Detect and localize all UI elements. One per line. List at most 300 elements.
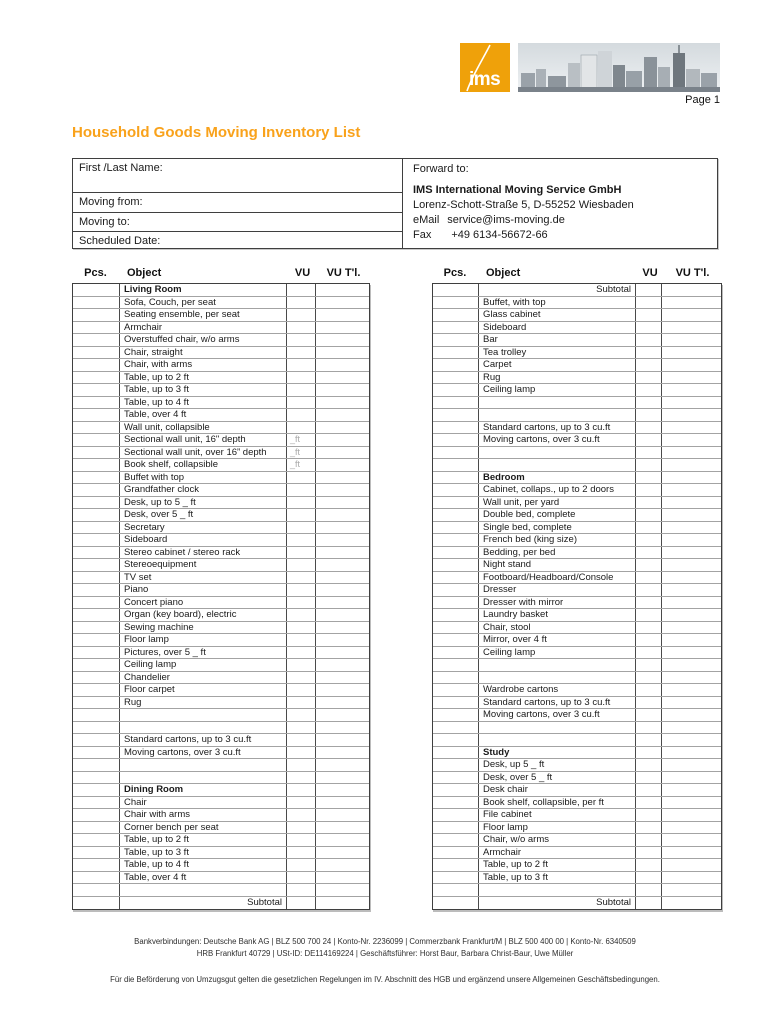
vu-cell[interactable] — [636, 572, 662, 584]
vu-cell[interactable] — [287, 772, 316, 784]
pcs-cell[interactable] — [73, 284, 120, 296]
vu-cell[interactable] — [287, 734, 316, 746]
pcs-cell[interactable] — [73, 884, 120, 896]
vu-cell[interactable] — [636, 584, 662, 596]
vu-total-cell[interactable] — [662, 822, 721, 834]
vu-cell[interactable] — [636, 672, 662, 684]
vu-total-cell[interactable] — [316, 672, 369, 684]
vu-cell[interactable] — [636, 709, 662, 721]
vu-cell[interactable] — [636, 509, 662, 521]
pcs-cell[interactable] — [433, 672, 479, 684]
vu-total-cell[interactable] — [316, 434, 369, 446]
field-moving-from[interactable] — [73, 193, 402, 213]
pcs-cell[interactable] — [433, 422, 479, 434]
pcs-cell[interactable] — [73, 422, 120, 434]
vu-total-cell[interactable] — [316, 834, 369, 846]
pcs-cell[interactable] — [433, 484, 479, 496]
pcs-cell[interactable] — [73, 384, 120, 396]
vu-total-cell[interactable] — [662, 534, 721, 546]
vu-cell[interactable] — [287, 847, 316, 859]
pcs-cell[interactable] — [73, 859, 120, 871]
vu-total-cell[interactable] — [316, 584, 369, 596]
pcs-cell[interactable] — [433, 759, 479, 771]
pcs-cell[interactable] — [73, 534, 120, 546]
vu-total-cell[interactable] — [316, 697, 369, 709]
vu-cell[interactable] — [287, 397, 316, 409]
pcs-cell[interactable] — [73, 709, 120, 721]
pcs-cell[interactable] — [433, 572, 479, 584]
field-first-last-name[interactable] — [73, 159, 402, 193]
vu-cell[interactable] — [287, 534, 316, 546]
pcs-cell[interactable] — [73, 672, 120, 684]
vu-cell[interactable] — [636, 634, 662, 646]
pcs-cell[interactable] — [433, 772, 479, 784]
vu-total-cell[interactable] — [662, 747, 721, 759]
pcs-cell[interactable] — [73, 372, 120, 384]
pcs-cell[interactable] — [433, 534, 479, 546]
vu-cell[interactable] — [287, 822, 316, 834]
pcs-cell[interactable] — [73, 572, 120, 584]
pcs-cell[interactable] — [73, 309, 120, 321]
vu-total-cell[interactable] — [316, 422, 369, 434]
pcs-cell[interactable] — [73, 334, 120, 346]
pcs-cell[interactable] — [73, 747, 120, 759]
pcs-cell[interactable] — [433, 859, 479, 871]
vu-total-cell[interactable] — [662, 472, 721, 484]
vu-total-cell[interactable] — [316, 497, 369, 509]
vu-total-cell[interactable] — [316, 347, 369, 359]
pcs-cell[interactable] — [73, 759, 120, 771]
vu-total-cell[interactable] — [316, 897, 369, 910]
vu-cell[interactable] — [287, 697, 316, 709]
vu-total-cell[interactable] — [316, 709, 369, 721]
pcs-cell[interactable] — [433, 509, 479, 521]
pcs-cell[interactable] — [433, 547, 479, 559]
vu-total-cell[interactable] — [662, 447, 721, 459]
vu-cell[interactable] — [636, 309, 662, 321]
vu-total-cell[interactable] — [316, 847, 369, 859]
vu-total-cell[interactable] — [316, 309, 369, 321]
vu-total-cell[interactable] — [662, 659, 721, 671]
vu-cell[interactable] — [636, 722, 662, 734]
pcs-cell[interactable] — [433, 809, 479, 821]
vu-cell[interactable]: _ft — [287, 459, 316, 471]
vu-cell[interactable] — [636, 434, 662, 446]
vu-cell[interactable] — [636, 697, 662, 709]
vu-total-cell[interactable] — [316, 372, 369, 384]
pcs-cell[interactable] — [73, 597, 120, 609]
vu-total-cell[interactable] — [662, 522, 721, 534]
vu-total-cell[interactable] — [662, 359, 721, 371]
vu-total-cell[interactable] — [316, 722, 369, 734]
vu-total-cell[interactable] — [316, 884, 369, 896]
pcs-cell[interactable] — [433, 434, 479, 446]
vu-total-cell[interactable] — [316, 747, 369, 759]
vu-total-cell[interactable] — [662, 572, 721, 584]
vu-total-cell[interactable] — [662, 784, 721, 796]
vu-total-cell[interactable] — [316, 297, 369, 309]
field-moving-to[interactable] — [73, 213, 402, 232]
pcs-cell[interactable] — [433, 359, 479, 371]
vu-total-cell[interactable] — [316, 622, 369, 634]
vu-total-cell[interactable] — [316, 772, 369, 784]
pcs-cell[interactable] — [73, 634, 120, 646]
pcs-cell[interactable] — [73, 584, 120, 596]
vu-total-cell[interactable] — [316, 284, 369, 296]
pcs-cell[interactable] — [73, 809, 120, 821]
pcs-cell[interactable] — [433, 584, 479, 596]
vu-cell[interactable] — [287, 309, 316, 321]
vu-cell[interactable] — [636, 497, 662, 509]
vu-total-cell[interactable] — [662, 797, 721, 809]
vu-total-cell[interactable] — [316, 822, 369, 834]
pcs-cell[interactable] — [433, 747, 479, 759]
vu-total-cell[interactable] — [662, 384, 721, 396]
vu-cell[interactable] — [287, 659, 316, 671]
pcs-cell[interactable] — [73, 447, 120, 459]
vu-cell[interactable] — [287, 784, 316, 796]
pcs-cell[interactable] — [73, 847, 120, 859]
pcs-cell[interactable] — [433, 797, 479, 809]
vu-cell[interactable] — [636, 797, 662, 809]
vu-total-cell[interactable] — [316, 559, 369, 571]
vu-total-cell[interactable] — [662, 859, 721, 871]
pcs-cell[interactable] — [73, 347, 120, 359]
vu-total-cell[interactable] — [662, 459, 721, 471]
vu-total-cell[interactable] — [662, 709, 721, 721]
vu-cell[interactable] — [287, 497, 316, 509]
vu-total-cell[interactable] — [316, 397, 369, 409]
vu-total-cell[interactable] — [316, 684, 369, 696]
pcs-cell[interactable] — [73, 397, 120, 409]
vu-cell[interactable] — [636, 559, 662, 571]
pcs-cell[interactable] — [73, 609, 120, 621]
pcs-cell[interactable] — [73, 697, 120, 709]
vu-cell[interactable] — [287, 597, 316, 609]
vu-cell[interactable] — [636, 409, 662, 421]
pcs-cell[interactable] — [73, 459, 120, 471]
vu-total-cell[interactable] — [662, 759, 721, 771]
vu-cell[interactable] — [287, 284, 316, 296]
vu-total-cell[interactable] — [662, 584, 721, 596]
pcs-cell[interactable] — [433, 609, 479, 621]
vu-cell[interactable] — [636, 734, 662, 746]
vu-cell[interactable] — [287, 484, 316, 496]
pcs-cell[interactable] — [73, 559, 120, 571]
vu-total-cell[interactable] — [316, 359, 369, 371]
pcs-cell[interactable] — [73, 772, 120, 784]
vu-total-cell[interactable] — [316, 459, 369, 471]
pcs-cell[interactable] — [73, 822, 120, 834]
pcs-cell[interactable] — [433, 697, 479, 709]
vu-cell[interactable] — [287, 572, 316, 584]
pcs-cell[interactable] — [433, 784, 479, 796]
pcs-cell[interactable] — [433, 709, 479, 721]
vu-cell[interactable] — [636, 422, 662, 434]
vu-total-cell[interactable] — [662, 609, 721, 621]
vu-total-cell[interactable] — [316, 534, 369, 546]
vu-total-cell[interactable] — [662, 334, 721, 346]
vu-cell[interactable] — [287, 322, 316, 334]
vu-cell[interactable] — [636, 522, 662, 534]
vu-total-cell[interactable] — [662, 772, 721, 784]
pcs-cell[interactable] — [73, 484, 120, 496]
pcs-cell[interactable] — [433, 347, 479, 359]
vu-total-cell[interactable] — [662, 647, 721, 659]
pcs-cell[interactable] — [73, 547, 120, 559]
pcs-cell[interactable] — [433, 647, 479, 659]
vu-total-cell[interactable] — [662, 672, 721, 684]
vu-cell[interactable] — [287, 859, 316, 871]
pcs-cell[interactable] — [433, 334, 479, 346]
pcs-cell[interactable] — [73, 659, 120, 671]
pcs-cell[interactable] — [433, 847, 479, 859]
vu-total-cell[interactable] — [316, 734, 369, 746]
vu-cell[interactable] — [287, 297, 316, 309]
pcs-cell[interactable] — [433, 622, 479, 634]
vu-total-cell[interactable] — [662, 847, 721, 859]
vu-total-cell[interactable] — [316, 609, 369, 621]
vu-cell[interactable] — [287, 647, 316, 659]
pcs-cell[interactable] — [433, 397, 479, 409]
pcs-cell[interactable] — [433, 897, 479, 910]
vu-total-cell[interactable] — [662, 547, 721, 559]
vu-cell[interactable] — [636, 397, 662, 409]
vu-cell[interactable] — [287, 759, 316, 771]
vu-cell[interactable] — [287, 509, 316, 521]
vu-total-cell[interactable] — [662, 697, 721, 709]
pcs-cell[interactable] — [433, 284, 479, 296]
vu-total-cell[interactable] — [316, 472, 369, 484]
vu-total-cell[interactable] — [662, 497, 721, 509]
pcs-cell[interactable] — [433, 722, 479, 734]
pcs-cell[interactable] — [433, 522, 479, 534]
pcs-cell[interactable] — [73, 722, 120, 734]
vu-total-cell[interactable] — [316, 322, 369, 334]
vu-cell[interactable]: _ft — [287, 447, 316, 459]
vu-total-cell[interactable] — [662, 284, 721, 296]
vu-total-cell[interactable] — [316, 522, 369, 534]
field-scheduled-date[interactable] — [73, 232, 402, 248]
vu-total-cell[interactable] — [316, 634, 369, 646]
pcs-cell[interactable] — [73, 509, 120, 521]
pcs-cell[interactable] — [73, 434, 120, 446]
vu-total-cell[interactable] — [662, 872, 721, 884]
vu-cell[interactable] — [287, 747, 316, 759]
vu-total-cell[interactable] — [316, 509, 369, 521]
vu-cell[interactable] — [636, 334, 662, 346]
vu-total-cell[interactable] — [316, 797, 369, 809]
pcs-cell[interactable] — [73, 897, 120, 910]
vu-cell[interactable] — [636, 472, 662, 484]
vu-cell[interactable] — [636, 872, 662, 884]
vu-total-cell[interactable] — [316, 647, 369, 659]
vu-total-cell[interactable] — [662, 297, 721, 309]
vu-total-cell[interactable] — [662, 484, 721, 496]
pcs-cell[interactable] — [433, 384, 479, 396]
pcs-cell[interactable] — [433, 559, 479, 571]
vu-total-cell[interactable] — [662, 422, 721, 434]
pcs-cell[interactable] — [433, 822, 479, 834]
pcs-cell[interactable] — [433, 597, 479, 609]
vu-cell[interactable] — [287, 422, 316, 434]
vu-cell[interactable] — [287, 584, 316, 596]
vu-total-cell[interactable] — [316, 334, 369, 346]
vu-total-cell[interactable] — [316, 859, 369, 871]
pcs-cell[interactable] — [433, 872, 479, 884]
pcs-cell[interactable] — [73, 322, 120, 334]
vu-cell[interactable] — [636, 897, 662, 910]
vu-cell[interactable] — [287, 834, 316, 846]
vu-cell[interactable] — [636, 834, 662, 846]
vu-cell[interactable] — [287, 809, 316, 821]
vu-total-cell[interactable] — [662, 309, 721, 321]
vu-total-cell[interactable] — [662, 347, 721, 359]
vu-total-cell[interactable] — [662, 597, 721, 609]
vu-cell[interactable] — [636, 297, 662, 309]
pcs-cell[interactable] — [433, 372, 479, 384]
pcs-cell[interactable] — [433, 497, 479, 509]
vu-cell[interactable] — [636, 784, 662, 796]
vu-cell[interactable] — [636, 447, 662, 459]
vu-total-cell[interactable] — [662, 734, 721, 746]
pcs-cell[interactable] — [73, 359, 120, 371]
vu-total-cell[interactable] — [662, 409, 721, 421]
vu-cell[interactable] — [287, 334, 316, 346]
vu-total-cell[interactable] — [662, 397, 721, 409]
vu-total-cell[interactable] — [316, 384, 369, 396]
vu-total-cell[interactable] — [316, 572, 369, 584]
vu-total-cell[interactable] — [662, 372, 721, 384]
vu-cell[interactable] — [287, 872, 316, 884]
vu-total-cell[interactable] — [316, 659, 369, 671]
vu-cell[interactable] — [636, 822, 662, 834]
vu-cell[interactable] — [636, 284, 662, 296]
pcs-cell[interactable] — [433, 297, 479, 309]
pcs-cell[interactable] — [73, 409, 120, 421]
vu-total-cell[interactable] — [662, 884, 721, 896]
vu-cell[interactable] — [636, 609, 662, 621]
vu-total-cell[interactable] — [316, 784, 369, 796]
vu-cell[interactable] — [636, 534, 662, 546]
vu-cell[interactable] — [287, 722, 316, 734]
vu-cell[interactable] — [636, 684, 662, 696]
pcs-cell[interactable] — [433, 472, 479, 484]
vu-total-cell[interactable] — [316, 409, 369, 421]
vu-cell[interactable] — [636, 859, 662, 871]
vu-cell[interactable] — [287, 359, 316, 371]
pcs-cell[interactable] — [73, 472, 120, 484]
vu-cell[interactable] — [287, 897, 316, 910]
pcs-cell[interactable] — [433, 322, 479, 334]
vu-cell[interactable] — [636, 759, 662, 771]
vu-total-cell[interactable] — [316, 547, 369, 559]
vu-cell[interactable] — [287, 672, 316, 684]
pcs-cell[interactable] — [73, 684, 120, 696]
vu-total-cell[interactable] — [662, 509, 721, 521]
vu-cell[interactable] — [287, 547, 316, 559]
vu-cell[interactable] — [636, 597, 662, 609]
pcs-cell[interactable] — [73, 734, 120, 746]
vu-cell[interactable] — [287, 884, 316, 896]
vu-cell[interactable] — [636, 747, 662, 759]
vu-total-cell[interactable] — [662, 322, 721, 334]
vu-total-cell[interactable] — [662, 559, 721, 571]
vu-cell[interactable] — [636, 347, 662, 359]
pcs-cell[interactable] — [73, 834, 120, 846]
vu-cell[interactable] — [636, 459, 662, 471]
pcs-cell[interactable] — [73, 497, 120, 509]
pcs-cell[interactable] — [73, 784, 120, 796]
vu-cell[interactable] — [636, 809, 662, 821]
vu-total-cell[interactable] — [662, 897, 721, 910]
vu-cell[interactable] — [636, 884, 662, 896]
vu-total-cell[interactable] — [662, 622, 721, 634]
vu-total-cell[interactable] — [316, 809, 369, 821]
vu-cell[interactable] — [636, 322, 662, 334]
pcs-cell[interactable] — [433, 309, 479, 321]
pcs-cell[interactable] — [433, 734, 479, 746]
vu-cell[interactable] — [636, 659, 662, 671]
vu-cell[interactable] — [287, 559, 316, 571]
vu-total-cell[interactable] — [662, 809, 721, 821]
vu-cell[interactable] — [287, 609, 316, 621]
vu-total-cell[interactable] — [316, 759, 369, 771]
pcs-cell[interactable] — [433, 884, 479, 896]
vu-cell[interactable] — [287, 684, 316, 696]
pcs-cell[interactable] — [433, 684, 479, 696]
pcs-cell[interactable] — [73, 622, 120, 634]
vu-cell[interactable] — [636, 384, 662, 396]
vu-cell[interactable] — [636, 359, 662, 371]
vu-cell[interactable] — [287, 347, 316, 359]
pcs-cell[interactable] — [433, 634, 479, 646]
vu-cell[interactable] — [287, 409, 316, 421]
vu-cell[interactable] — [287, 472, 316, 484]
pcs-cell[interactable] — [433, 447, 479, 459]
pcs-cell[interactable] — [433, 409, 479, 421]
vu-cell[interactable] — [287, 384, 316, 396]
pcs-cell[interactable] — [73, 797, 120, 809]
pcs-cell[interactable] — [73, 297, 120, 309]
vu-cell[interactable] — [287, 622, 316, 634]
vu-cell[interactable]: _ft — [287, 434, 316, 446]
vu-total-cell[interactable] — [316, 872, 369, 884]
vu-cell[interactable] — [636, 547, 662, 559]
vu-total-cell[interactable] — [316, 484, 369, 496]
vu-total-cell[interactable] — [316, 597, 369, 609]
vu-cell[interactable] — [636, 372, 662, 384]
vu-cell[interactable] — [287, 372, 316, 384]
vu-total-cell[interactable] — [662, 722, 721, 734]
vu-total-cell[interactable] — [662, 834, 721, 846]
pcs-cell[interactable] — [73, 872, 120, 884]
pcs-cell[interactable] — [73, 647, 120, 659]
vu-total-cell[interactable] — [662, 434, 721, 446]
vu-cell[interactable] — [636, 647, 662, 659]
vu-cell[interactable] — [287, 797, 316, 809]
pcs-cell[interactable] — [433, 834, 479, 846]
pcs-cell[interactable] — [433, 459, 479, 471]
pcs-cell[interactable] — [73, 522, 120, 534]
vu-cell[interactable] — [287, 522, 316, 534]
vu-total-cell[interactable] — [316, 447, 369, 459]
pcs-cell[interactable] — [433, 659, 479, 671]
vu-cell[interactable] — [636, 772, 662, 784]
vu-cell[interactable] — [287, 634, 316, 646]
vu-cell[interactable] — [287, 709, 316, 721]
vu-cell[interactable] — [636, 847, 662, 859]
